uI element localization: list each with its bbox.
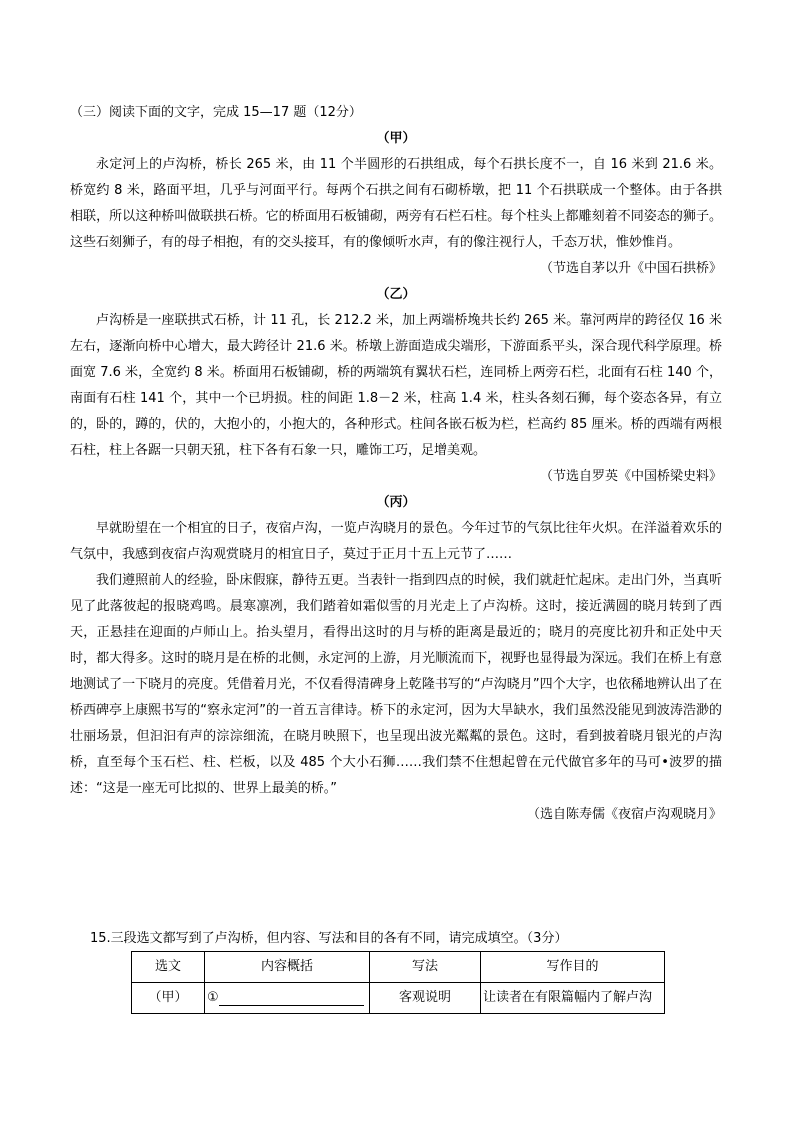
answer-blank[interactable] — [219, 989, 364, 1006]
passage-bing-title: （丙） — [376, 495, 416, 510]
table-header-cell: 写法 — [370, 952, 481, 983]
passage-bing-text-2: 我们遵照前人的经验，卧床假寐，静待五更。当表针一指到四点的时候，我们就赶忙起床。走出门外，当真听见了此落彼起的报晓鸡鸣。晨寒凛冽，我们踏着如霜似雪的月光走上了卢沟桥。这时，接近满圆的晓月转到了西天，正悬挂在迎面的卢师山上。抬头望月，看得出这时的月与桥的距离是最近的；晓月的亮度比初升和正处中天时，都大得多。这时的晓月是在桥的北侧，永定河的上游，月光顺流而下，视野也显得最为深远。我们在桥上有意地测试了一下晓月的亮度。凭借着月光，不仅看得清碑身上乾隆书写的“卢沟晓月”四个大字，也依稀地辨认出了在桥西碑亭上康熙书写的“察永定河”的一首五言律诗。桥下的永定河，因为大旱缺水，我们虽然没能见到波涛浩渺的壮丽场景，但汩汩有声的淙淙细流，在晓月映照下，也呈现出波光粼粼的景色。这时，看到披着晓月银光的卢沟桥，直至每个玉石栏、柱、栏板，以及 485 个大小石狮……我们禁不住想起曾在元代做官多年的马可•波罗的描述：“这是一座无可比拟的、世界上最美的桥。” — [70, 573, 722, 796]
passage-yi-title: （乙） — [376, 287, 416, 302]
passage-yi-text: 卢沟桥是一座联拱式石桥，计 11 孔，长 212.2 米，加上两端桥堍共长约 265 米。靠河两岸的跨径仅 16 米左右，逐渐向桥中心增大，最大跨径计 21.6 米。桥墩上游面造成尖端形，下游面系平头，深合现代科学原理。桥面宽 7.6 米，全宽约 8 米。桥面用石板铺砌，桥的两端筑有翼状石栏，连同桥上两旁石栏，北面有石柱 140 个，南面有石柱 141 个，其中一个已坍损。柱的间距 1.8－2 米，柱高 1.4 米，柱头各刻石狮，每个姿态各异，有立的，卧的，蹲的，伏的，大抱小的，小抱大的，各种形式。柱间各嵌石板为栏，栏高约 85 厘米。桥的西端有两根石柱，柱上各踞一只朝天犼，柱下各有石象一只，雕饰工巧，足增美观。 — [70, 313, 722, 458]
table-header-row — [132, 952, 665, 983]
content-summary-cell[interactable] — [205, 983, 370, 1014]
table-header-cell: 写作目的 — [481, 952, 665, 983]
section-heading: （三）阅读下面的文字，完成 15—17 题（12分） — [70, 105, 362, 120]
method-cell: 客观说明 — [370, 983, 481, 1014]
answer-table — [131, 951, 665, 1014]
purpose-cell: 让读者在有限篇幅内了解卢沟 — [481, 983, 665, 1014]
question-15: 15.三段选文都写到了卢沟桥，但内容、写法和目的各有不同，请完成填空。（3分） — [90, 931, 568, 946]
row-label: （甲） — [132, 983, 205, 1014]
table-row — [132, 983, 665, 1014]
passage-bing-text-1: 早就盼望在一个相宜的日子，夜宿卢沟，一览卢沟晓月的景色。今年过节的气氛比往年火炽。在洋溢着欢乐的气氛中，我感到夜宿卢沟观赏晓月的相宜日子，莫过于正月十五上元节了…… — [70, 521, 722, 562]
passage-bing-source: （选自陈寿儒《夜宿卢沟观晓月》 — [526, 807, 722, 822]
passage-jia-text: 永定河上的卢沟桥，桥长 265 米，由 11 个半圆形的石拱组成，每个石拱长度不一，自 16 米到 21.6 米。桥宽约 8 米，路面平坦，几乎与河面平行。每两个石拱之间有石砌桥墩，把 11 个石拱联成一个整体。由于各拱相联，所以这种桥叫做联拱石桥。它的桥面用石板铺砌，两旁有石栏石柱。每个柱头上都雕刻着不同姿态的狮子。这些石刻狮子，有的母子相抱，有的交头接耳，有的像倾听水声，有的像注视行人，千态万状，惟妙惟肖。 — [70, 157, 722, 250]
passage-jia-source: （节选自茅以升《中国石拱桥》 — [539, 261, 722, 276]
document-body — [70, 100, 722, 828]
table-header-cell: 选文 — [132, 952, 205, 983]
passage-jia-title: （甲） — [376, 131, 416, 146]
blank-number: ① — [207, 990, 219, 1005]
passage-yi-source: （节选自罗英《中国桥梁史料》 — [539, 469, 722, 484]
table-header-cell: 内容概括 — [205, 952, 370, 983]
